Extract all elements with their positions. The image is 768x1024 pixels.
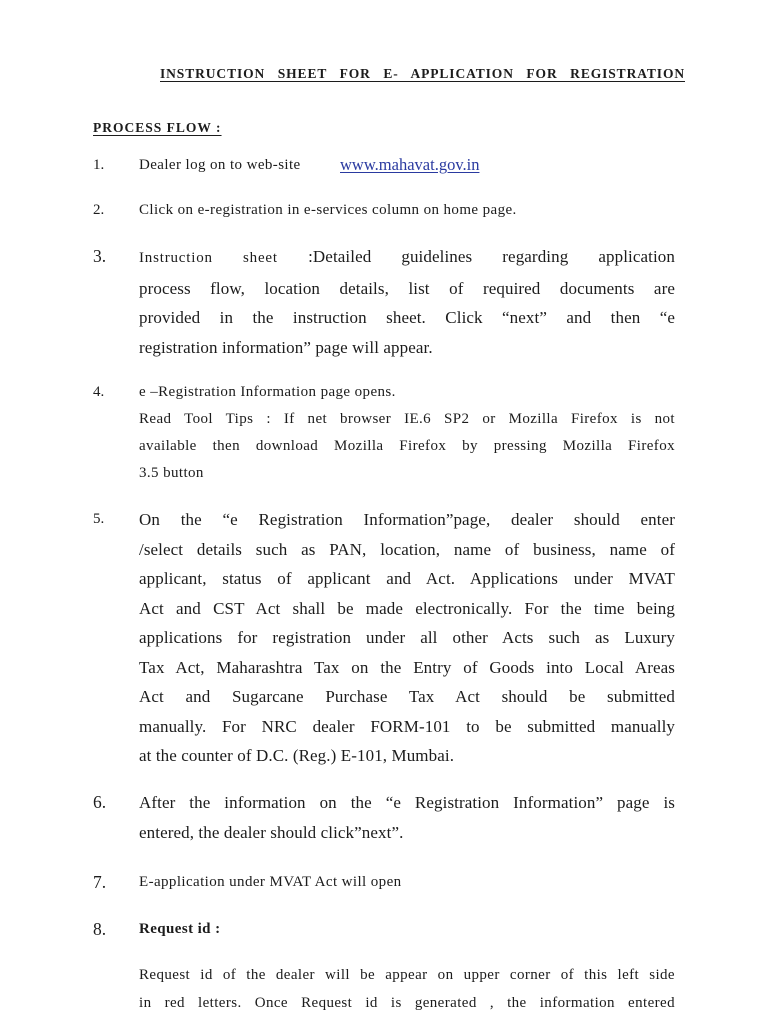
step-4-paragraph bbox=[139, 379, 675, 487]
paragraph-line: Request id of the dealer will be appear on upper corner of this left side bbox=[139, 967, 675, 983]
paragraph-line: entered, the dealer should click”next”. bbox=[139, 822, 404, 842]
step-8-paragraph bbox=[139, 961, 675, 1017]
step-3-paragraph bbox=[139, 242, 675, 362]
step-number: 8. bbox=[93, 919, 107, 939]
paragraph-line: available then download Mozilla Firefox by pressing Mozilla Firefox bbox=[139, 438, 675, 454]
document-title: INSTRUCTION SHEET FOR E- APPLICATION FOR REGISTRATION bbox=[160, 66, 685, 81]
step-number: 4. bbox=[93, 384, 105, 400]
step-8-heading: Request id : bbox=[139, 921, 221, 937]
step-5-paragraph bbox=[139, 505, 675, 771]
paragraph-line: /select details such as PAN, location, name of business, name of bbox=[139, 539, 675, 559]
paragraph-line: in red letters. Once Request id is generated , the information entered bbox=[139, 995, 675, 1011]
step-4-heading: e –Registration Information page opens. bbox=[139, 384, 396, 400]
step-number: 5. bbox=[93, 511, 105, 527]
step-number: 7. bbox=[93, 872, 107, 892]
paragraph-line: 3.5 button bbox=[139, 465, 204, 481]
step-number: 3. bbox=[93, 246, 107, 266]
step-2-text: Click on e-registration in e-services column on home page. bbox=[139, 202, 517, 218]
step-6-paragraph bbox=[139, 788, 675, 847]
paragraph-line: applicant, status of applicant and Act. Applications under MVAT bbox=[139, 569, 675, 588]
paragraph-line: Act and CST Act shall be made electronically. For the time being bbox=[139, 598, 675, 618]
step-3-line-text: :Detailed guidelines regarding application bbox=[308, 247, 675, 266]
paragraph-line bbox=[139, 242, 675, 274]
website-link[interactable]: www.mahavat.gov.in bbox=[340, 155, 480, 174]
paragraph-line: registration information” page will appear. bbox=[139, 337, 433, 357]
paragraph-line: applications for registration under all other Acts such as Luxury bbox=[139, 628, 675, 647]
paragraph-line: at the counter of D.C. (Reg.) E-101, Mumbai. bbox=[139, 746, 455, 765]
paragraph-line: Read Tool Tips : If net browser IE.6 SP2 or Mozilla Firefox is not bbox=[139, 411, 675, 427]
step-7-text: E-application under MVAT Act will open bbox=[139, 874, 402, 890]
paragraph-line: provided in the instruction sheet. Click “next” and then “e bbox=[139, 308, 675, 327]
paragraph-line: Tax Act, Maharashtra Tax on the Entry of Goods into Local Areas bbox=[139, 657, 675, 677]
paragraph-line: On the “e Registration Information”page, dealer should enter bbox=[139, 510, 675, 529]
paragraph-line: Act and Sugarcane Purchase Tax Act should be submitted bbox=[139, 687, 675, 706]
step-number: 6. bbox=[93, 792, 107, 812]
step-number: 1. bbox=[93, 157, 105, 173]
paragraph-line: manually. For NRC dealer FORM-101 to be submitted manually bbox=[139, 716, 675, 736]
paragraph-line: process flow, location details, list of required documents are bbox=[139, 278, 675, 298]
step-number: 2. bbox=[93, 202, 105, 218]
section-heading: PROCESS FLOW : bbox=[93, 120, 222, 135]
step-3-lead: Instruction sheet bbox=[139, 250, 309, 266]
step-1-text: Dealer log on to web-site bbox=[139, 157, 301, 173]
paragraph-line: After the information on the “e Registration Information” page is bbox=[139, 793, 675, 812]
